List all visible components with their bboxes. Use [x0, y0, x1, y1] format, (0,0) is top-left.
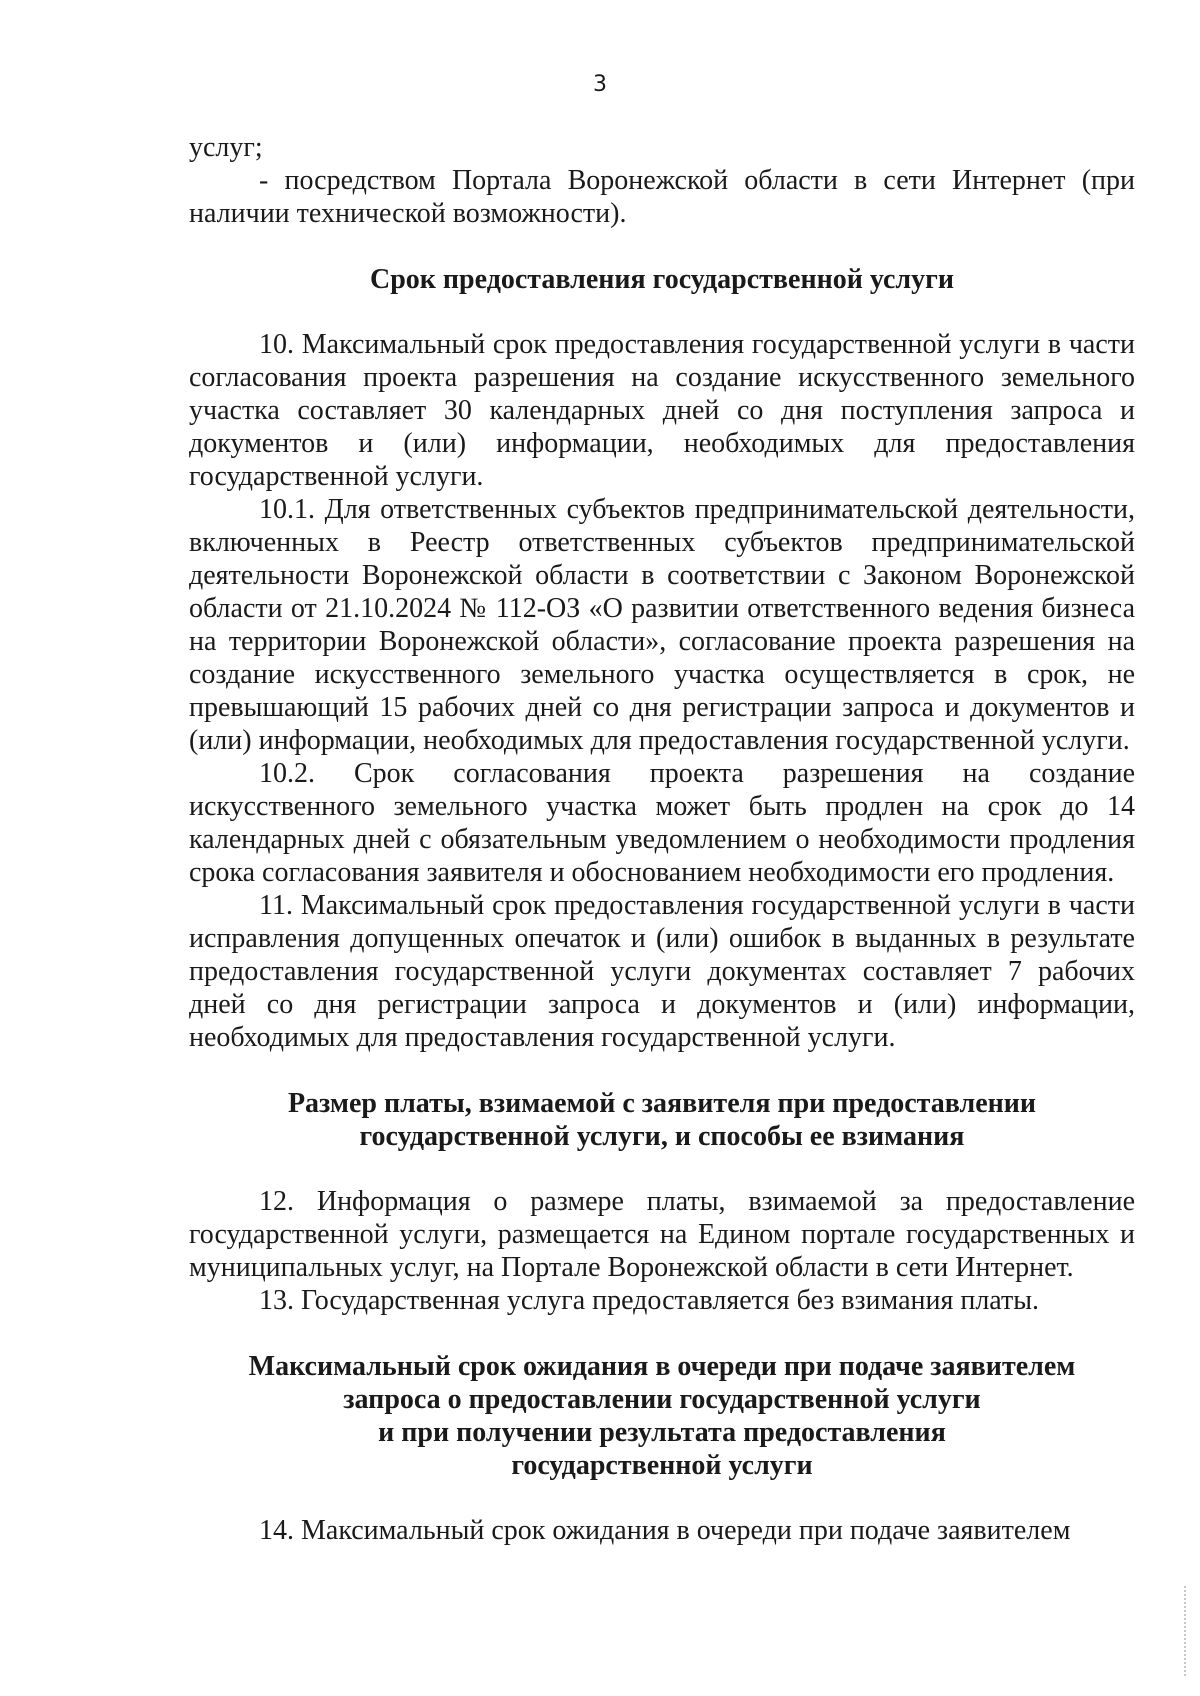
- spacer: [189, 1482, 1135, 1514]
- paragraph-continuation: услуг;: [189, 132, 263, 163]
- spacer: [189, 1153, 1135, 1185]
- paragraph-11: 11. Максимальный срок предоставления государственной услуги в части исправления допущенных опечаток и (или) ошибок в выданных в результате предоставления государственной услуги документах составляет 7 рабочих дней со дня регистрации запроса и документов и (или) информации, необходимых для предоставления государственной услуги.: [189, 890, 1135, 1053]
- paragraph-portal-option: - посредством Портала Воронежской области в сети Интернет (при наличии технической возможности).: [189, 165, 1135, 229]
- paragraph-13: 13. Государственная услуга предоставляется без взимания платы.: [259, 1285, 1040, 1316]
- spacer: [189, 296, 1135, 328]
- paragraph-10-2: 10.2. Срок согласования проекта разрешения на создание искусственного земельного участка может быть продлен на срок до 14 календарных дней с обязательным уведомлением о необходимости продления срока согласования заявителя и обоснованием необходимости его продления.: [189, 758, 1135, 888]
- heading-queue: [189, 1350, 1135, 1482]
- spacer: [189, 230, 1135, 263]
- document-body: [189, 131, 1135, 1547]
- paragraph-10: 10. Максимальный срок предоставления государственной услуги в части согласования проекта разрешения на создание искусственного земельного участка составляет 30 календарных дней со дня поступления запроса и документов и (или) информации, необходимых для предоставления государственной услуги.: [189, 329, 1135, 492]
- heading-service-term: Срок предоставления государственной услуги: [370, 264, 954, 295]
- paragraph-10-1: 10.1. Для ответственных субъектов предпринимательской деятельности, включенных в Реестр ответственных субъектов предпринимательской деятельности Воронежской области в соответствии с Законом Воронежской области от 21.10.2024 № 112-ОЗ «О развитии ответственного ведения бизнеса на территории Воронежской области», согласование проекта разрешения на создание искусственного земельного участка осуществляется в срок, не превышающий 15 рабочих дней со дня регистрации запроса и документов и (или) информации, необходимых для предоставления государственной услуги.: [189, 494, 1135, 756]
- paragraph-12: 12. Информация о размере платы, взимаемой за предоставление государственной услуги, размещается на Едином портале государственных и муниципальных услуг, на Портале Воронежской области в сети Интернет.: [189, 1186, 1135, 1283]
- heading-fee: [189, 1087, 1135, 1153]
- heading-queue-text: Максимальный срок ожидания в очереди при подаче заявителем запроса о предоставлении государственной услуги и при получении результата предоставления государственной услуги: [248, 1351, 1076, 1481]
- spacer: [189, 1317, 1135, 1350]
- spacer: [189, 1054, 1135, 1087]
- paragraph-14: 14. Максимальный срок ожидания в очереди при подаче заявителем: [259, 1515, 1071, 1546]
- heading-fee-text: Размер платы, взимаемой с заявителя при предоставлении государственной услуги, и способы ее взимания: [287, 1088, 1037, 1152]
- page-number: 3: [593, 72, 607, 97]
- scan-edge-marks: [1184, 1586, 1188, 1676]
